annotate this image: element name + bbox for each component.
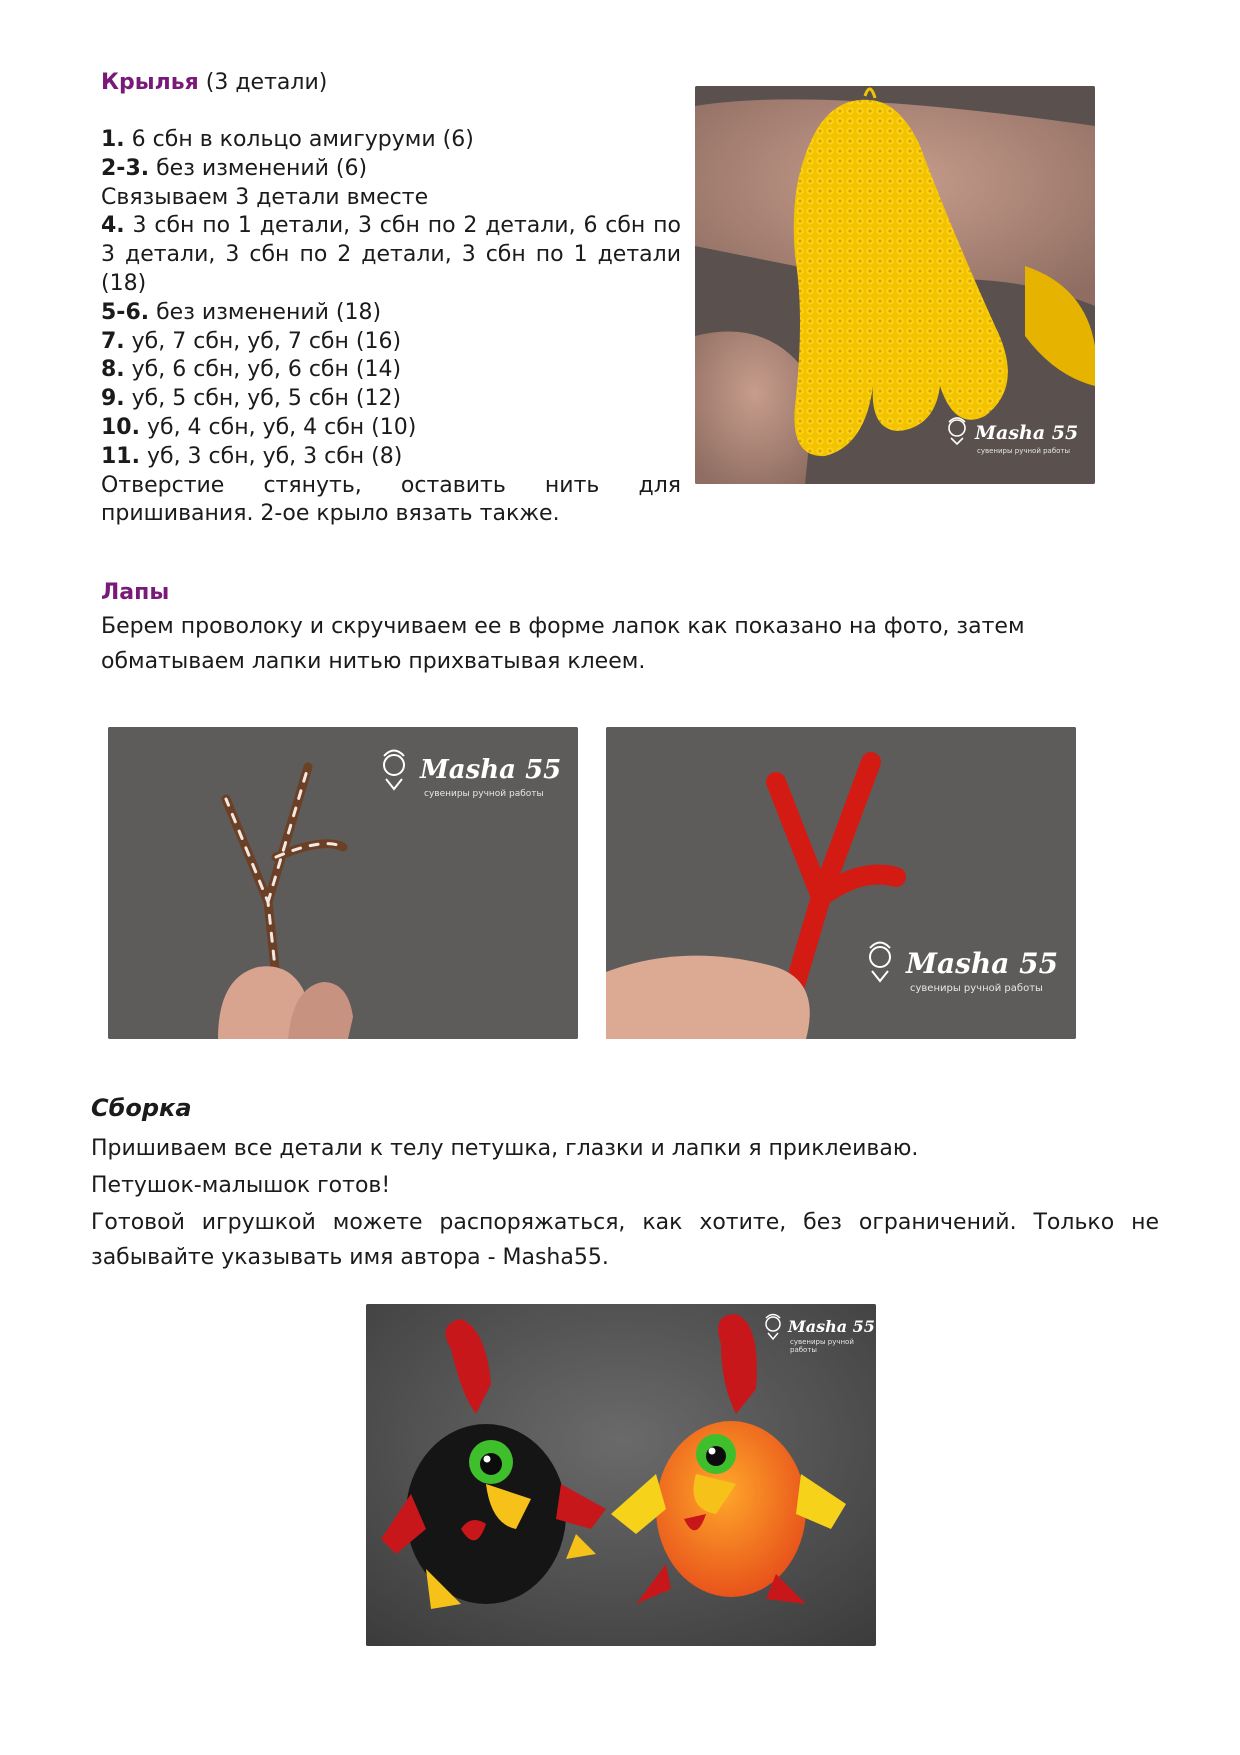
step-line: Связываем 3 детали вместе <box>101 184 429 210</box>
step-line: 4. 3 сбн по 1 детали, 3 сбн по 2 детали, 6 сбн по <box>101 213 681 239</box>
step-line: 8. уб, 6 сбн, уб, 6 сбн (14) <box>101 357 402 383</box>
chef-logo-icon <box>945 416 969 446</box>
step-line: 7. уб, 7 сбн, уб, 7 сбн (16) <box>101 328 402 354</box>
assembly-line: Готовой игрушкой можете распоряжаться, как хотите, без ограничений. Только не <box>91 1210 1159 1235</box>
assembly-line: Петушок-малышок готов! <box>91 1173 391 1198</box>
step-line: 10. уб, 4 сбн, уб, 4 сбн (10) <box>101 414 417 440</box>
step-line: 9. уб, 5 сбн, уб, 5 сбн (12) <box>101 386 402 412</box>
legs-text <box>101 609 1081 679</box>
watermark-tagline: сувениры ручной работы <box>977 447 1071 455</box>
wire-frame-photo <box>108 727 578 1039</box>
wings-title: Крылья <box>101 70 199 95</box>
watermark-tagline: сувениры ручной работы <box>424 789 544 799</box>
wrapped-leg-photo <box>606 727 1076 1039</box>
step-line: пришивания. 2-ое крыло вязать также. <box>101 501 560 527</box>
legs-text-line: Берем проволоку и скручиваем ее в форме лапок как показано на фото, затем <box>101 614 1025 639</box>
step-line: 3 детали, 3 сбн по 2 детали, 3 сбн по 1 детали <box>101 242 681 268</box>
watermark-tagline: сувениры ручной работы <box>910 983 1043 994</box>
assembly-heading: Сборка <box>91 1094 192 1122</box>
watermark-brand: Masha 55 <box>420 755 562 785</box>
assembly-text <box>91 1131 1159 1275</box>
legs-heading: Лапы <box>101 580 170 605</box>
assembly-line: забывайте указывать имя автора - Masha55. <box>91 1245 609 1270</box>
watermark-brand: Masha 55 <box>788 1317 875 1336</box>
step-line: 11. уб, 3 сбн, уб, 3 сбн (8) <box>101 443 403 469</box>
roosters-illustration <box>366 1304 876 1646</box>
step-line: 5-6. без изменений (18) <box>101 299 382 325</box>
finished-roosters-photo <box>366 1304 876 1646</box>
wings-title-suffix: (3 детали) <box>198 70 328 95</box>
step-line: 1. 6 сбн в кольцо амигуруми (6) <box>101 127 474 152</box>
assembly-line: Пришиваем все детали к телу петушка, глазки и лапки я приклеиваю. <box>91 1136 919 1161</box>
step-line: Отверстие стянуть, оставить нить для <box>101 472 681 498</box>
watermark-brand: Masha 55 <box>906 947 1059 980</box>
chef-logo-icon <box>376 745 412 793</box>
step-line: (18) <box>101 270 147 296</box>
chef-logo-icon <box>762 1312 784 1342</box>
legs-text-line: обматываем лапки нитью прихватывая клеем. <box>101 649 646 674</box>
chef-logo-icon <box>862 937 898 985</box>
wings-steps <box>101 126 681 529</box>
step-line: 2-3. без изменений (6) <box>101 155 368 181</box>
wing-photo <box>695 86 1095 484</box>
watermark-tagline: сувениры ручной работы <box>790 1338 854 1354</box>
watermark-brand: Masha 55 <box>975 422 1079 444</box>
wings-heading <box>101 70 327 95</box>
